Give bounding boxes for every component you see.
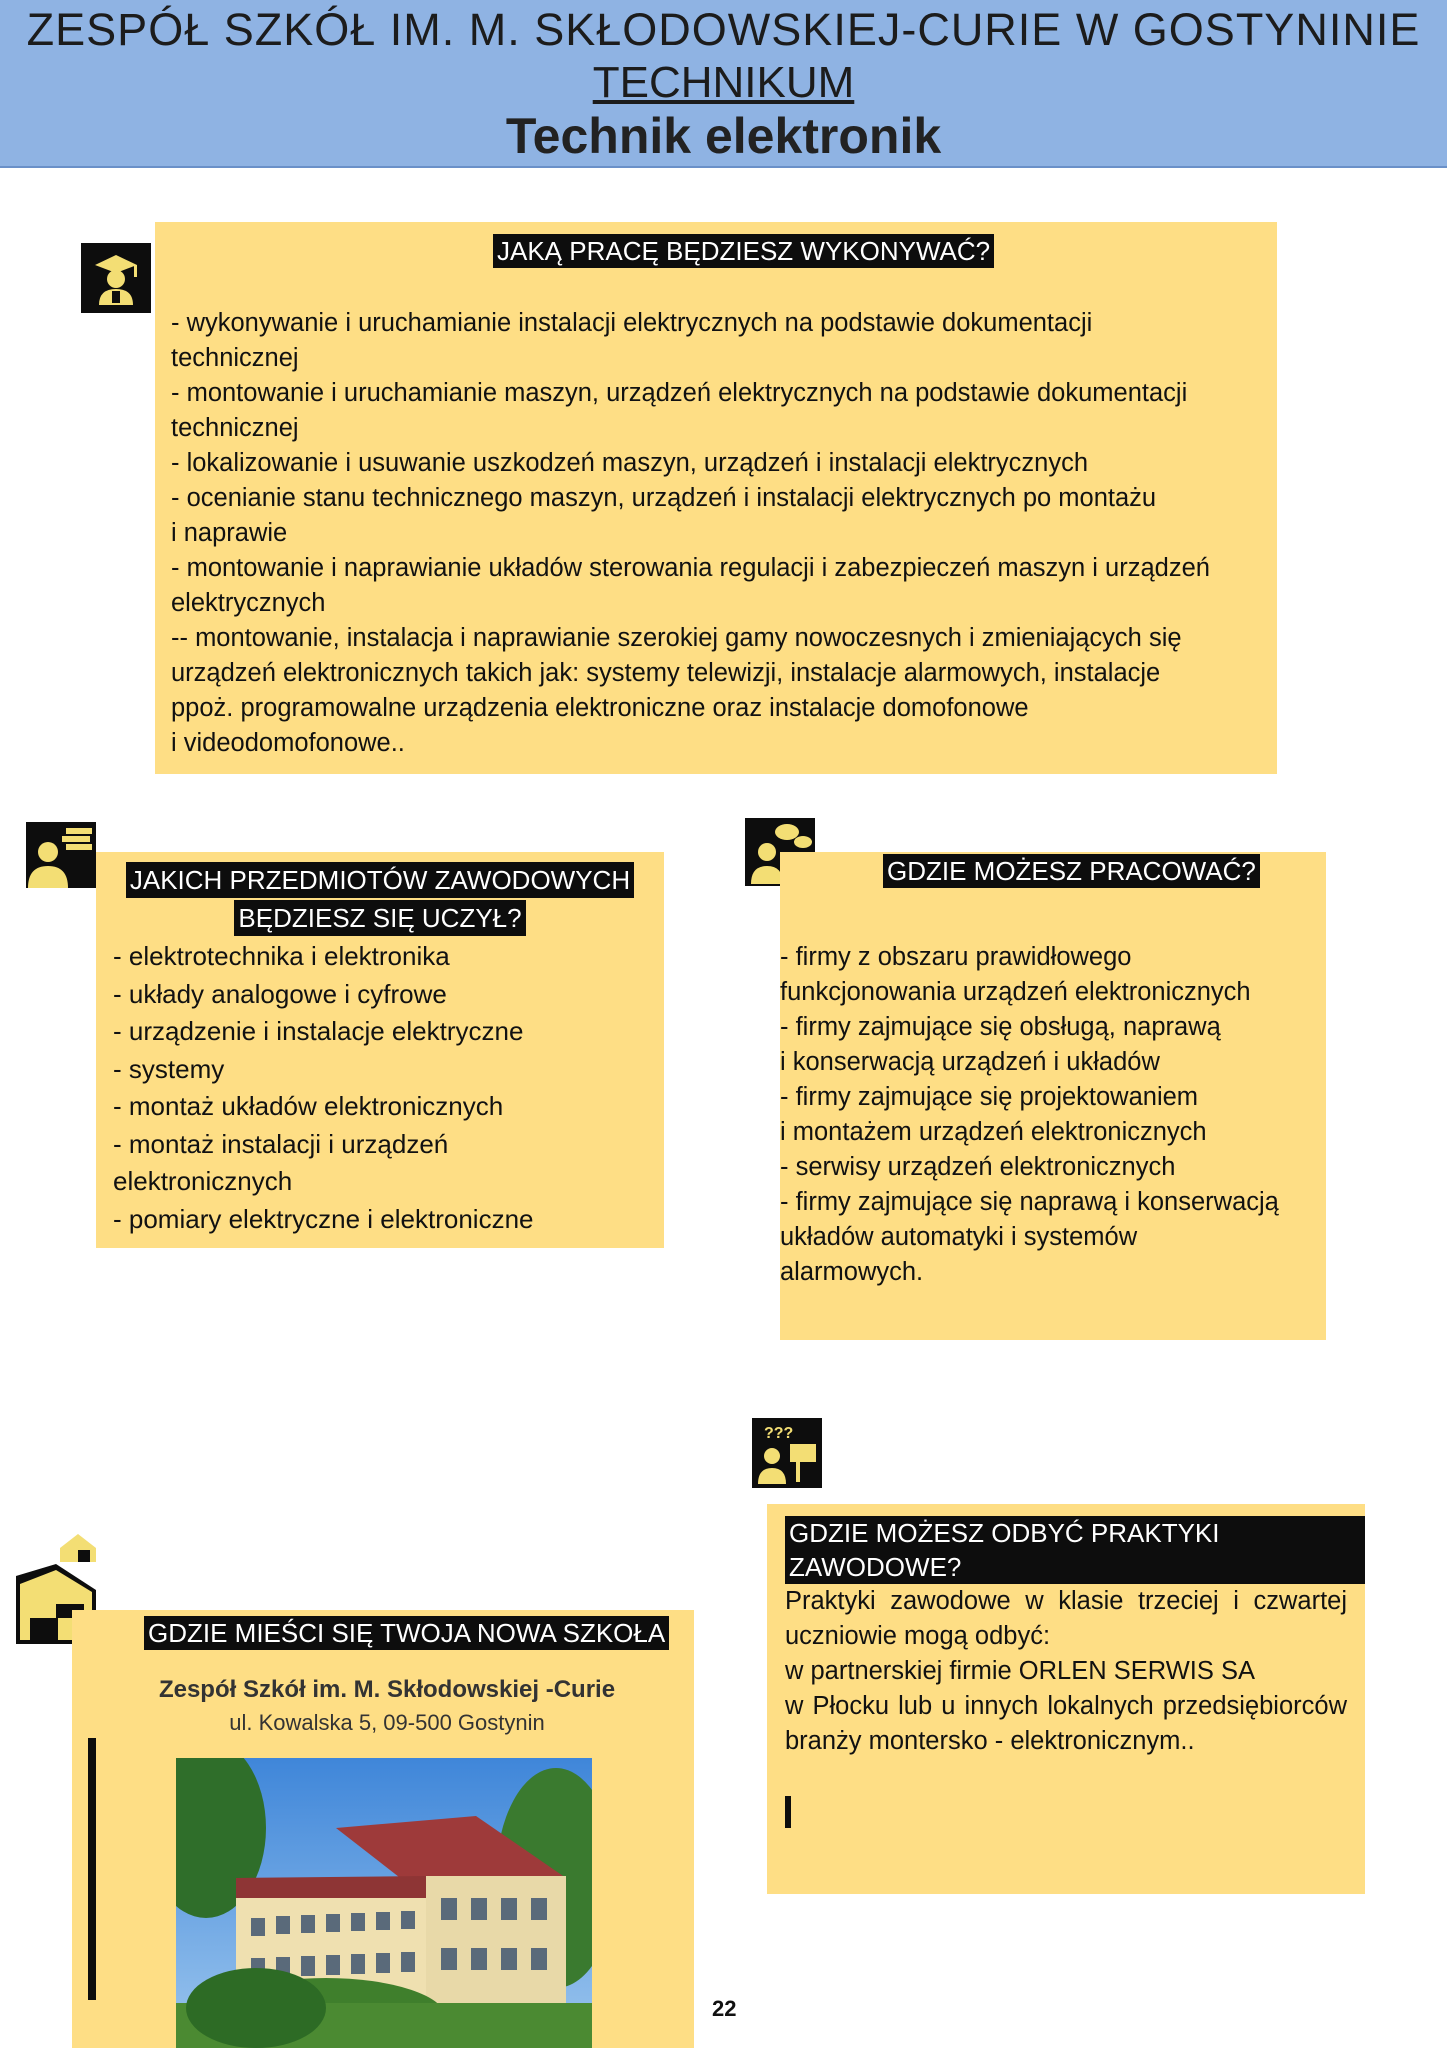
practice-text: Praktyki zawodowe w klasie trzeciej i czwartej uczniowie mogą odbyć: w partnerskiej firmie ORLEN SERWIS SA w Płocku lub u innych lokalnych przedsiębiorców branży montersko - elektronicznym.. <box>785 1587 1347 1755</box>
school-panel <box>72 1610 694 2048</box>
svg-text:???: ??? <box>764 1425 794 1442</box>
school-address: ul. Kowalska 5, 09-500 Gostynin <box>229 1710 545 1735</box>
subjects-heading-line1: JAKICH PRZEDMIOTÓW ZAWODOWYCH <box>126 862 634 898</box>
school-type: TECHNIKUM <box>592 58 855 107</box>
school-photo <box>176 1758 592 2048</box>
profession-title: Technik elektronik <box>505 108 942 164</box>
school-heading: GDZIE MIEŚCI SIĘ TWOJA NOWA SZKOŁA <box>144 1616 669 1650</box>
question-board-icon <box>752 1418 822 1488</box>
practice-heading: GDZIE MOŻESZ ODBYĆ PRAKTYKI ZAWODOWE? <box>785 1516 1365 1584</box>
work-text: - wykonywanie i uruchamianie instalacji elektrycznych na podstawie dokumentacji technicznej - montowanie i uruchamianie maszyn, urządzeń elektrycznych na podstawie dokumentacji technicznej - lokalizowanie i usuwanie uszkodzeń maszyn, urządzeń i instalacji elektrycznych - ocenianie stanu technicznego maszyn, urządzeń i instalacji elektrycznych po montażu i naprawie - montowanie i naprawianie układów sterowania regulacji i zabezpieczeń maszyn i urządzeń elektrycznych -- montowanie, instalacja i naprawianie szerokiej gamy nowoczesnych i zmieniających się urządzeń elektronicznych takich jak: systemy telewizji, instalacje alarmowych, instalacje ppoż. programowalne urządzenia elektroniczne oraz instalacje domofonowe i videodomofonowe.. <box>171 309 1210 757</box>
jobs-panel <box>780 852 1326 1340</box>
subjects-text: - elektrotechnika i elektronika - układy analogowe i cyfrowe - urządzenie i instalacje elektryczne - systemy - montaż układów elektronicznych - montaż instalacji i urządzeń elektronicznych - pomiary elektryczne i elektroniczne <box>113 941 534 1234</box>
school-name: Zespół Szkół im. M. Skłodowskiej -Curie <box>158 1676 616 1703</box>
practice-panel <box>767 1504 1365 1894</box>
jobs-text: - firmy z obszaru prawidłowego funkcjonowania urządzeń elektronicznych - firmy zajmujące się obsługą, naprawą i konserwacją urządzeń i układów - firmy zajmujące się projektowaniem i montażem urządzeń elektronicznych - serwisy urządzeń elektronicznych - firmy zajmujące się naprawą i konserwacją układów automatyki i systemów alarmowych. <box>780 943 1279 1286</box>
subjects-panel <box>96 852 664 1248</box>
practice-accent-bar <box>785 1796 791 1828</box>
work-panel <box>155 222 1277 774</box>
graduate-icon <box>81 243 151 313</box>
subjects-heading-line2: BĘDZIESZ SIĘ UCZYŁ? <box>234 900 525 936</box>
page-header <box>0 0 1447 168</box>
school-accent-bar <box>88 1738 96 2000</box>
school-title: ZESPÓŁ SZKÓŁ IM. M. SKŁODOWSKIEJ-CURIE W GOSTYNINIE <box>26 4 1421 55</box>
work-heading: JAKĄ PRACĘ BĘDZIESZ WYKONYWAĆ? <box>493 234 994 268</box>
jobs-heading: GDZIE MOŻESZ PRACOWAĆ? <box>883 854 1260 888</box>
student-books-icon <box>26 822 96 888</box>
page-number: 22 <box>712 1996 737 2021</box>
